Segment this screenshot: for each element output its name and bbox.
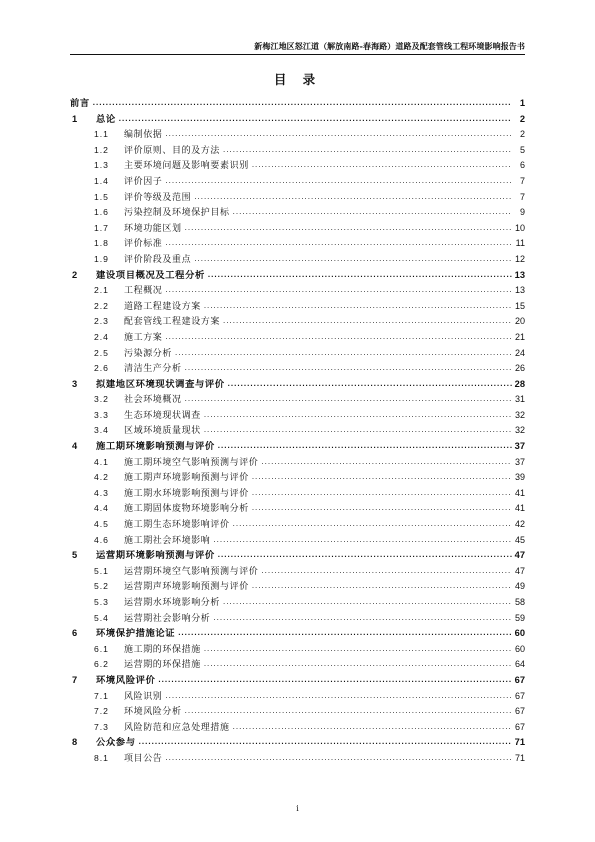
dot-leader [204, 641, 512, 658]
toc-entry-label: 建设项目概况及工程分析 [96, 269, 205, 281]
toc-entry-page-number: 37 [514, 441, 525, 452]
toc-entry-page-number: 32 [514, 409, 525, 420]
dot-leader [218, 547, 512, 563]
toc-entry-page-number: 37 [514, 456, 525, 467]
toc-entry-number: 4.6 [94, 534, 109, 545]
toc-title: 目 录 [273, 72, 322, 87]
toc-entry-number: 3 [72, 378, 78, 389]
toc-entry-number: 1 [72, 113, 78, 124]
toc-subsection-entry[interactable] [70, 392, 525, 408]
toc-entry-page-number: 60 [514, 643, 525, 654]
toc-entry-number: 3.4 [94, 425, 109, 436]
toc-subsection-entry[interactable] [70, 283, 525, 299]
dot-leader [165, 329, 512, 346]
toc-entry-page-number: 67 [514, 706, 525, 717]
toc-entry-number: 3.2 [94, 394, 109, 405]
toc-entry-label: 施工期声环境影响预测与评价 [124, 473, 249, 484]
toc-entry-page-number: 6 [519, 160, 525, 171]
toc-entry-number: 1.5 [94, 191, 109, 202]
toc-entry-page-number: 45 [514, 534, 525, 545]
toc-entry-label: 评价因子 [124, 176, 163, 187]
dot-leader [165, 282, 512, 299]
dot-leader [178, 625, 511, 641]
toc-entry-number: 6.1 [94, 643, 109, 654]
toc-entry-page-number: 28 [514, 378, 525, 389]
dot-leader [93, 95, 512, 111]
dot-leader [261, 563, 512, 580]
toc-subsection-entry[interactable] [70, 330, 525, 346]
dot-leader [252, 469, 512, 486]
dot-leader [233, 204, 512, 221]
dot-leader [218, 438, 512, 454]
toc-entry-label: 工程概况 [124, 286, 163, 297]
toc-subsection-entry[interactable] [70, 751, 525, 767]
toc-subsection-entry[interactable] [70, 190, 525, 206]
toc-entry-label: 前言 [70, 98, 90, 109]
toc-entry-page-number: 59 [514, 612, 525, 623]
toc-subsection-entry[interactable] [70, 533, 525, 549]
toc-entry-page-number: 32 [514, 425, 525, 436]
dot-leader [228, 376, 512, 392]
toc-subsection-entry[interactable] [70, 252, 525, 268]
toc-entry-number: 8 [72, 737, 78, 748]
toc-entry-label: 公众参与 [96, 737, 136, 749]
toc-entry-page-number: 7 [519, 191, 525, 202]
toc-entry-label: 施工期水环境影响预测与评价 [124, 488, 249, 499]
toc-subsection-entry[interactable] [70, 517, 525, 533]
dot-leader [194, 251, 512, 268]
toc-entry-label: 运营期的环保措施 [124, 660, 201, 671]
toc-subsection-entry[interactable] [70, 579, 525, 595]
toc-chapter-entry[interactable] [70, 439, 525, 455]
dot-leader [158, 672, 511, 688]
toc-entry-label: 环境风险评价 [96, 674, 156, 686]
toc-entry-label: 区域环境质量现状 [124, 426, 201, 437]
toc-entry-page-number: 60 [514, 628, 525, 639]
toc-entry-label: 主要环境问题及影响要素识别 [124, 161, 249, 172]
page-header [70, 40, 525, 55]
dot-leader [233, 719, 512, 736]
dot-leader [252, 157, 512, 174]
toc-entry-label: 施工期生态环境影响评价 [124, 520, 230, 531]
toc-entry-page-number: 67 [514, 721, 525, 732]
toc-entry-label: 环境保护措施论证 [96, 628, 176, 640]
toc-subsection-entry[interactable] [70, 205, 525, 221]
toc-entry-number: 1.6 [94, 207, 109, 218]
toc-entry-page-number: 31 [514, 394, 525, 405]
toc-entry-label: 施工方案 [124, 332, 163, 343]
header-text: 新梅江地区怒江道（解放南路-春海路）道路及配套管线工程环境影响报告书 [254, 41, 525, 51]
toc-entry-page-number: 2 [519, 113, 525, 124]
toc-entry-page-number: 47 [514, 550, 525, 561]
toc-subsection-entry[interactable] [70, 346, 525, 362]
toc-entry-label: 拟建地区环境现状调查与评价 [96, 378, 225, 390]
dot-leader [165, 235, 512, 252]
dot-leader [223, 594, 512, 611]
toc-entry-number: 1.8 [94, 238, 109, 249]
toc-entry-number: 1.2 [94, 144, 109, 155]
toc-chapter-entry[interactable] [70, 673, 525, 689]
toc-entry-label: 施工期固体废物环境影响分析 [124, 504, 249, 515]
toc-subsection-entry[interactable] [70, 564, 525, 580]
toc-entry-number: 7.3 [94, 721, 109, 732]
table-of-contents [70, 96, 525, 767]
toc-entry-label: 编制依据 [124, 130, 163, 141]
toc-entry-number: 3.3 [94, 409, 109, 420]
dot-leader [204, 422, 512, 439]
toc-entry-page-number: 20 [514, 316, 525, 327]
toc-subsection-entry[interactable] [70, 470, 525, 486]
toc-entry-page-number: 12 [514, 253, 525, 264]
toc-entry-number: 5 [72, 550, 78, 561]
toc-entry-page-number: 64 [514, 659, 525, 670]
toc-entry-number: 7 [72, 674, 78, 685]
toc-entry-number: 2.2 [94, 300, 109, 311]
toc-entry-number: 5.2 [94, 581, 109, 592]
dot-leader [204, 298, 512, 315]
toc-entry-number: 5.3 [94, 597, 109, 607]
toc-entry-number: 7.2 [94, 706, 109, 717]
dot-leader [175, 345, 512, 362]
toc-subsection-entry[interactable] [70, 158, 525, 174]
toc-subsection-entry[interactable] [70, 127, 525, 143]
toc-entry-label: 运营期声环境影响预测与评价 [124, 582, 249, 593]
toc-entry-label: 运营期环境影响预测与评价 [96, 550, 215, 562]
toc-entry-label: 社会环境概况 [124, 395, 182, 406]
toc-entry-label: 总论 [96, 113, 116, 125]
dot-leader [223, 142, 512, 159]
dot-leader [252, 500, 512, 517]
dot-leader [185, 360, 512, 377]
toc-subsection-entry[interactable] [70, 501, 525, 517]
toc-entry-number: 4.5 [94, 519, 109, 530]
toc-entry-label: 评价标准 [124, 239, 163, 250]
toc-entry-number: 4.2 [94, 472, 109, 483]
toc-entry-label: 评价等级及范围 [124, 192, 192, 203]
toc-entry-label: 运营期社会影响分析 [124, 613, 211, 624]
toc-entry-number: 2.6 [94, 363, 109, 374]
toc-subsection-entry[interactable] [70, 236, 525, 252]
toc-subsection-entry[interactable] [70, 642, 525, 658]
dot-leader [194, 189, 512, 206]
toc-entry-page-number: 1 [519, 98, 525, 108]
toc-chapter-entry[interactable] [70, 96, 525, 112]
toc-entry-label: 施工期环境空气影响预测与评价 [124, 457, 259, 468]
toc-entry-label: 配套管线工程建设方案 [124, 317, 221, 328]
toc-chapter-entry[interactable] [70, 112, 525, 128]
toc-entry-number: 2 [72, 269, 78, 280]
toc-entry-page-number: 5 [519, 144, 525, 155]
toc-entry-number: 6.2 [94, 659, 109, 670]
toc-entry-page-number: 26 [514, 363, 525, 374]
toc-subsection-entry[interactable] [70, 657, 525, 673]
toc-entry-label: 评价阶段及重点 [124, 254, 192, 265]
dot-leader [208, 267, 512, 283]
toc-entry-number: 8.1 [94, 752, 109, 763]
dot-leader [165, 173, 512, 190]
toc-subsection-entry[interactable] [70, 455, 525, 471]
toc-entry-number: 4.4 [94, 503, 109, 514]
toc-subsection-entry[interactable] [70, 299, 525, 315]
toc-subsection-entry[interactable] [70, 314, 525, 330]
toc-entry-label: 风险识别 [124, 691, 163, 702]
toc-entry-number: 4 [72, 441, 78, 452]
toc-subsection-entry[interactable] [70, 423, 525, 439]
toc-entry-number: 1.3 [94, 160, 109, 171]
toc-entry-page-number: 10 [514, 222, 525, 233]
dot-leader [119, 111, 512, 127]
toc-entry-page-number: 11 [515, 238, 525, 249]
toc-entry-page-number: 13 [514, 269, 525, 280]
dot-leader [213, 532, 512, 549]
toc-subsection-entry[interactable] [70, 704, 525, 720]
toc-entry-number: 1.7 [94, 222, 109, 233]
dot-leader [233, 516, 512, 533]
dot-leader [165, 750, 512, 767]
toc-entry-number: 4.1 [94, 456, 109, 467]
toc-entry-page-number: 2 [519, 129, 525, 140]
toc-entry-number: 2.4 [94, 331, 109, 342]
toc-entry-label: 环境功能区划 [124, 223, 182, 234]
toc-entry-page-number: 39 [514, 472, 525, 483]
toc-subsection-entry[interactable] [70, 143, 525, 159]
page-footer [0, 804, 595, 814]
toc-entry-page-number: 42 [514, 519, 525, 530]
toc-entry-label: 运营期水环境影响分析 [124, 598, 221, 608]
toc-entry-label: 风险防范和应急处理措施 [124, 722, 230, 733]
toc-entry-page-number: 7 [519, 175, 525, 186]
toc-entry-page-number: 41 [514, 503, 525, 514]
dot-leader [185, 220, 512, 237]
toc-entry-number: 7.1 [94, 690, 109, 701]
dot-leader [261, 454, 512, 471]
toc-entry-number: 2.5 [94, 347, 109, 358]
dot-leader [185, 391, 512, 408]
dot-leader [139, 734, 512, 750]
toc-subsection-entry[interactable] [70, 361, 525, 377]
toc-entry-page-number: 67 [514, 690, 525, 701]
toc-entry-label: 生态环境现状调查 [124, 410, 201, 421]
toc-entry-page-number: 71 [514, 737, 525, 748]
toc-entry-number: 1.9 [94, 253, 109, 264]
toc-entry-label: 项目公告 [124, 753, 163, 764]
toc-chapter-entry[interactable] [70, 268, 525, 284]
toc-entry-label: 运营期环境空气影响预测与评价 [124, 566, 259, 577]
toc-entry-label: 施工期的环保措施 [124, 644, 201, 655]
toc-entry-label: 清洁生产分析 [124, 364, 182, 375]
dot-leader [165, 126, 512, 143]
toc-entry-label: 施工期社会环境影响 [124, 535, 211, 546]
toc-subsection-entry[interactable] [70, 689, 525, 705]
dot-leader [252, 578, 512, 595]
toc-entry-number: 1.4 [94, 175, 109, 186]
toc-entry-page-number: 21 [514, 331, 525, 342]
toc-subsection-entry[interactable] [70, 174, 525, 190]
dot-leader [213, 610, 512, 627]
toc-entry-number: 1.1 [94, 129, 109, 140]
toc-entry-page-number: 24 [514, 347, 525, 358]
toc-chapter-entry[interactable] [70, 377, 525, 393]
toc-entry-page-number: 58 [514, 597, 525, 607]
toc-entry-number: 5.4 [94, 612, 109, 623]
dot-leader [204, 656, 512, 673]
toc-entry-label: 施工期环境影响预测与评价 [96, 441, 215, 453]
toc-subsection-entry[interactable] [70, 611, 525, 627]
dot-leader [204, 407, 512, 424]
footer-page-number: i [296, 804, 299, 813]
toc-subsection-entry[interactable] [70, 595, 525, 611]
toc-entry-number: 6 [72, 628, 78, 639]
toc-entry-number: 2.1 [94, 285, 109, 296]
toc-entry-number: 2.3 [94, 316, 109, 327]
toc-subsection-entry[interactable] [70, 408, 525, 424]
toc-entry-label: 道路工程建设方案 [124, 301, 201, 312]
toc-entry-page-number: 71 [514, 752, 525, 763]
toc-chapter-entry[interactable] [70, 548, 525, 564]
toc-chapter-entry[interactable] [70, 735, 525, 751]
toc-chapter-entry[interactable] [70, 626, 525, 642]
toc-entry-page-number: 49 [514, 581, 525, 592]
toc-subsection-entry[interactable] [70, 720, 525, 736]
toc-entry-label: 环境风险分析 [124, 707, 182, 718]
toc-entry-label: 污染源分析 [124, 348, 173, 359]
toc-subsection-entry[interactable] [70, 486, 525, 502]
toc-entry-page-number: 47 [514, 565, 525, 576]
toc-entry-label: 评价原则、目的及方法 [124, 145, 221, 156]
toc-entry-page-number: 41 [514, 487, 525, 498]
dot-leader [165, 688, 512, 705]
toc-entry-label: 污染控制及环境保护目标 [124, 208, 230, 219]
toc-entry-page-number: 13 [514, 285, 525, 296]
dot-leader [185, 703, 512, 720]
dot-leader [223, 313, 512, 330]
toc-entry-number: 5.1 [94, 565, 109, 576]
toc-entry-page-number: 9 [519, 207, 525, 218]
toc-entry-page-number: 15 [514, 300, 525, 311]
toc-subsection-entry[interactable] [70, 221, 525, 237]
dot-leader [252, 485, 512, 502]
toc-entry-page-number: 67 [514, 674, 525, 685]
toc-entry-number: 4.3 [94, 487, 109, 498]
